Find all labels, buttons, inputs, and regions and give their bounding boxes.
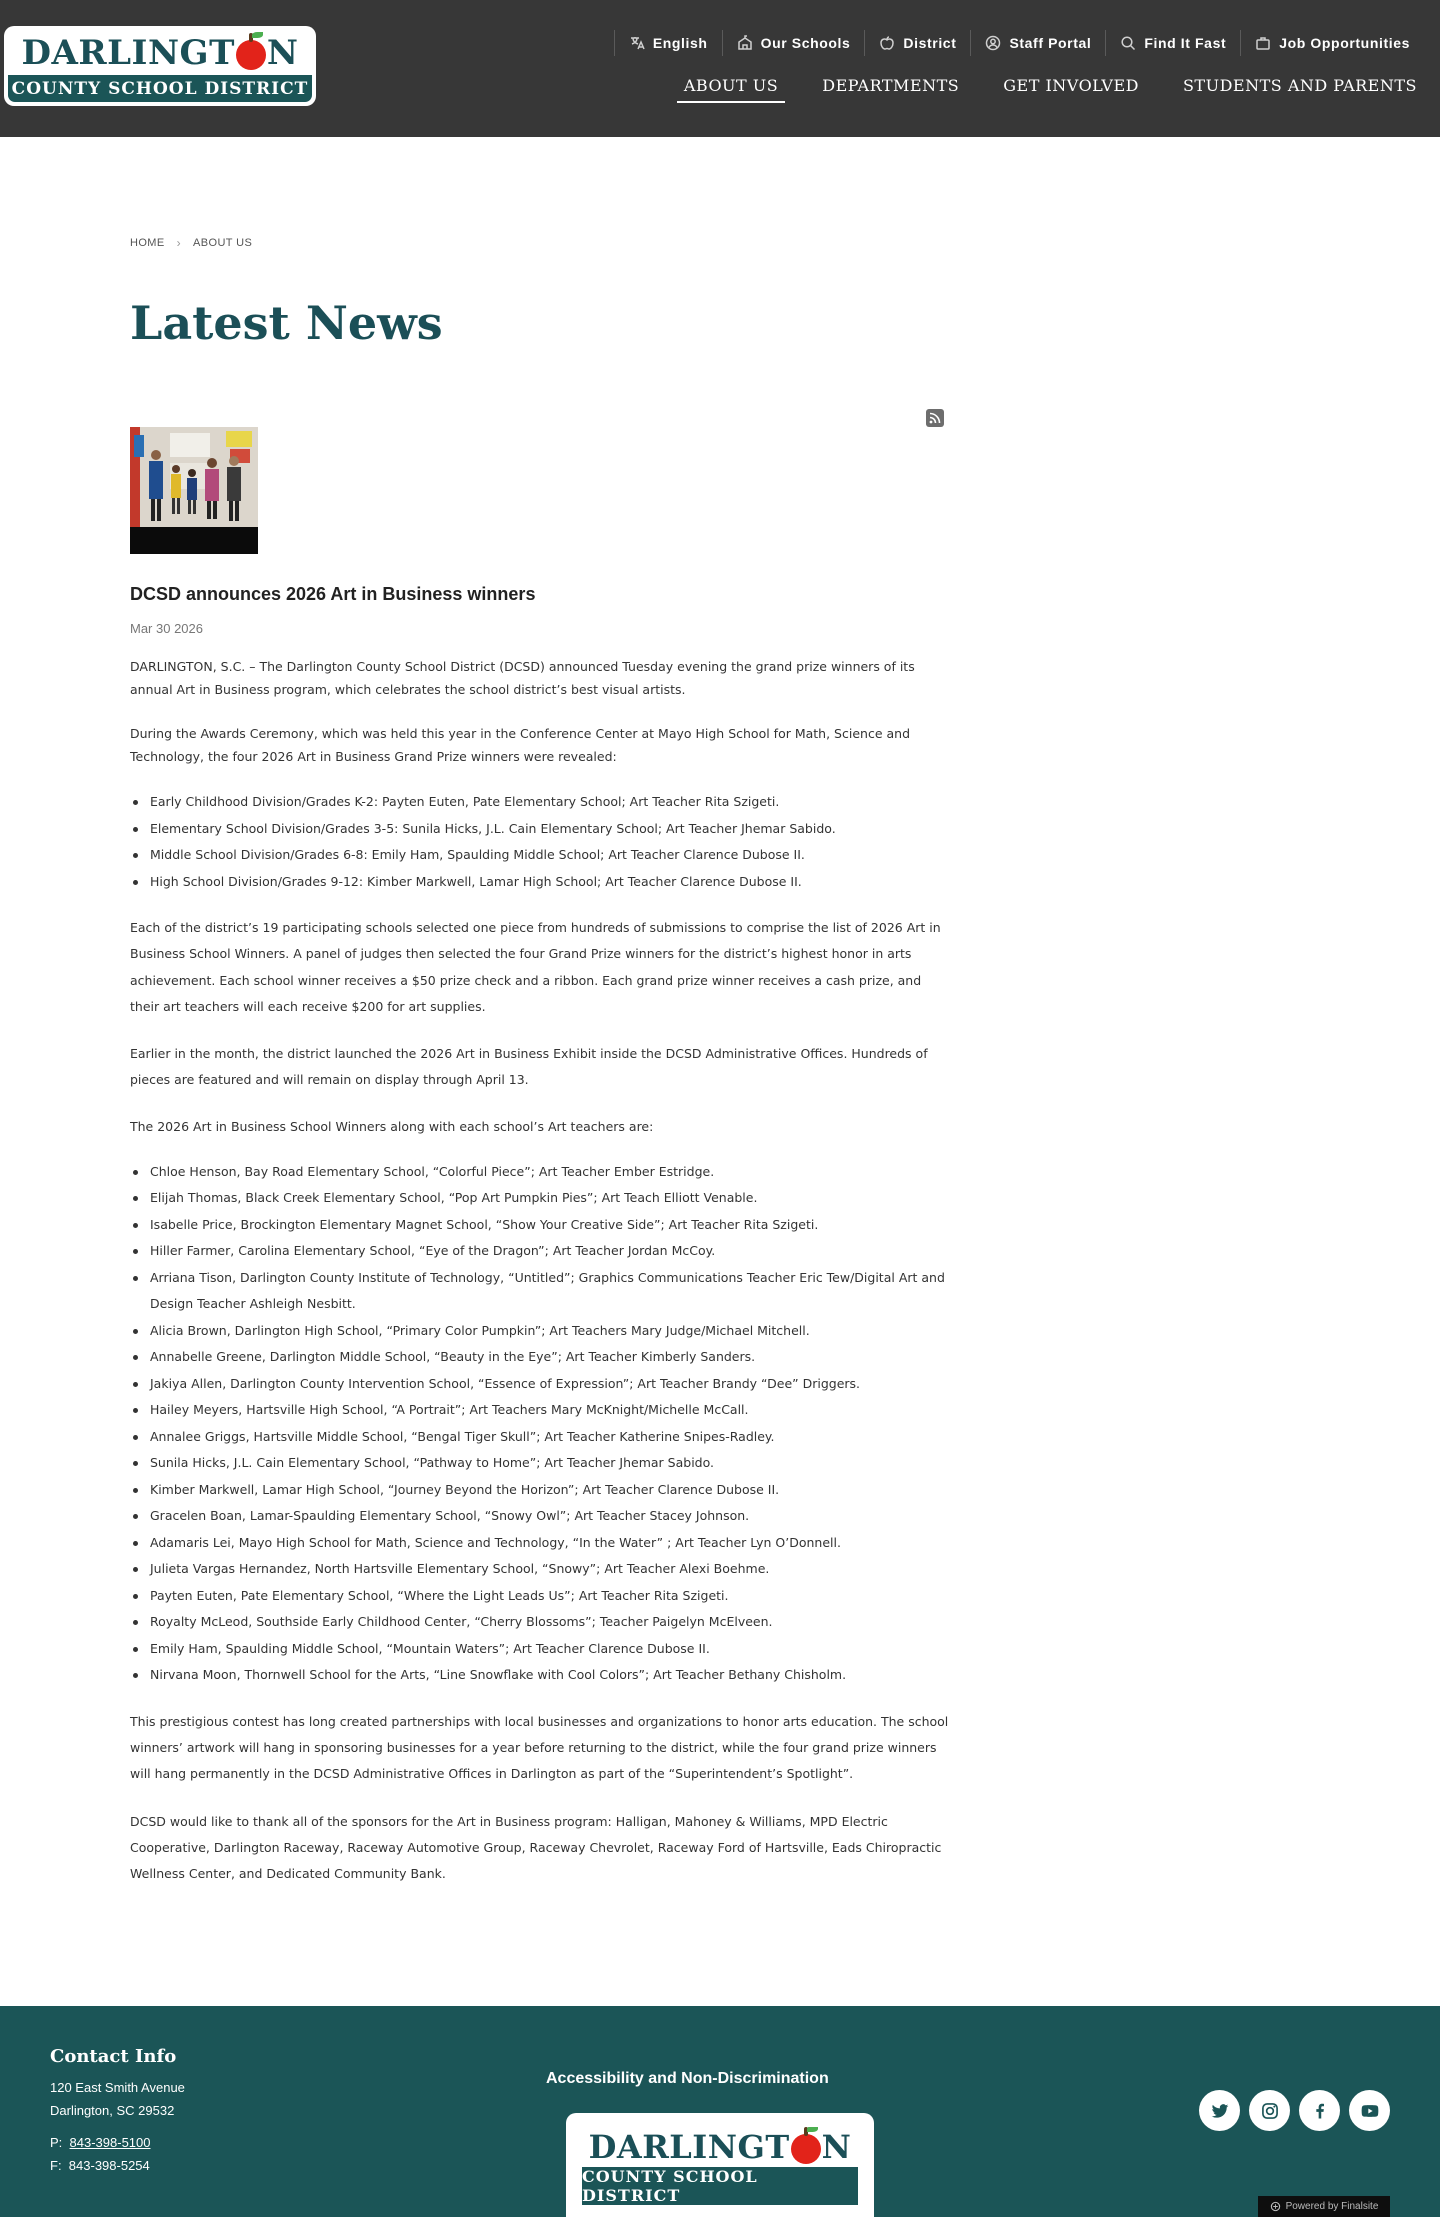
article-photo — [130, 427, 258, 554]
article-paragraph: This prestigious contest has long created partnerships with local businesses and organizations to honor arts education. The school winners’ artwork will hang in sponsoring businesses for a year before returning to the district, while the four grand prize winners will hang permanently in the DCSD Administrative Offices in Darlington as part of the “Superintendent’s Spotlight”. — [130, 1713, 949, 1782]
article-paragraph: The 2026 Art in Business School Winners along with each school’s Art teachers are: — [130, 1118, 654, 1134]
list-item: High School Division/Grades 9-12: Kimber Markwell, Lamar High School; Art Teacher Clarence Dubose II. — [130, 869, 950, 896]
list-item: Chloe Henson, Bay Road Elementary School, “Colorful Piece”; Art Teacher Ember Estridge. — [130, 1159, 950, 1186]
list-item: Arriana Tison, Darlington County Institute of Technology, “Untitled”; Graphics Communications Teacher Eric Tew/Digital Art and Design Teacher Ashleigh Nesbitt. — [130, 1265, 950, 1318]
contact-info-title: Contact Info — [50, 2046, 177, 2067]
apple-icon — [236, 40, 266, 70]
chevron-right-icon: › — [176, 236, 182, 250]
list-item: Annabelle Greene, Darlington Middle School, “Beauty in the Eye”; Art Teacher Kimberly Sanders. — [130, 1344, 950, 1371]
social-links — [1199, 2090, 1390, 2131]
user-circle-icon — [985, 35, 1001, 51]
phone-link[interactable]: 843-398-5100 — [69, 2135, 151, 2150]
district-link[interactable]: District — [864, 30, 970, 56]
list-item: Elementary School Division/Grades 3-5: Sunila Hicks, J.L. Cain Elementary School; Art Teacher Jhemar Sabido. — [130, 816, 950, 843]
list-item: Emily Ham, Spaulding Middle School, “Mountain Waters”; Art Teacher Clarence Dubose II. — [130, 1636, 950, 1663]
article-paragraph: DCSD would like to thank all of the sponsors for the Art in Business program: Halligan, Mahoney & Williams, MPD Electric Cooperative, Darlington Raceway, Raceway Automotive Group, Raceway Chevrolet, Raceway Ford of Hartsville, Eads Chiropractic Wellness Center, and Dedicated Community Bank. — [130, 1813, 942, 1882]
list-item: Kimber Markwell, Lamar High School, “Journey Beyond the Horizon”; Art Teacher Clarence Dubose II. — [130, 1477, 950, 1504]
language-label: English — [652, 35, 708, 51]
article-paragraph: During the Awards Ceremony, which was held this year in the Conference Center at Mayo High School for Math, Science and Technology, the four 2026 Art in Business Grand Prize winners were revealed: — [130, 726, 910, 764]
list-item: Payten Euten, Pate Elementary School, “Where the Light Leads Us”; Art Teacher Rita Szigeti. — [130, 1583, 950, 1610]
article-body — [130, 655, 950, 1909]
list-item: Middle School Division/Grades 6-8: Emily Ham, Spaulding Middle School; Art Teacher Clarence Dubose II. — [130, 842, 950, 869]
powered-by-finalsite[interactable]: Powered by Finalsite — [1258, 2196, 1390, 2217]
breadcrumb — [130, 236, 252, 250]
list-item: Nirvana Moon, Thornwell School for the Arts, “Line Snowflake with Cool Colors”; Art Teacher Bethany Chisholm. — [130, 1662, 950, 1689]
page-title: Latest News — [130, 296, 443, 350]
finalsite-icon — [1270, 2201, 1281, 2212]
address-line-1: 120 East Smith Avenue — [50, 2080, 185, 2095]
language-selector[interactable] — [614, 30, 722, 56]
logo-text-end: N — [266, 32, 299, 73]
accessibility-link[interactable]: Accessibility and Non-Discrimination — [546, 2070, 829, 2087]
list-item: Hiller Farmer, Carolina Elementary School, “Eye of the Dragon”; Art Teacher Jordan McCoy. — [130, 1238, 950, 1265]
facebook-icon — [1310, 2101, 1330, 2121]
apple-icon — [879, 35, 895, 51]
youtube-link[interactable] — [1349, 2090, 1390, 2131]
article-paragraph: Earlier in the month, the district launched the 2026 Art in Business Exhibit inside the DCSD Administrative Offices. Hundreds of pieces are featured and will remain on display through April 13. — [130, 1046, 928, 1088]
list-item: Annalee Griggs, Hartsville Middle School, “Bengal Tiger Skull”; Art Teacher Katherine Snipes-Radley. — [130, 1424, 950, 1451]
our-schools-link[interactable]: Our Schools — [722, 30, 865, 56]
school-building-icon — [737, 35, 753, 51]
main-nav — [677, 74, 1424, 103]
nav-students-and-parents[interactable]: STUDENTS AND PARENTS — [1182, 76, 1417, 95]
breadcrumb-current[interactable]: ABOUT US — [193, 237, 253, 249]
article-title[interactable]: DCSD announces 2026 Art in Business winners — [130, 584, 536, 604]
twitter-link[interactable] — [1199, 2090, 1240, 2131]
logo-text: DARLINGT — [21, 32, 235, 73]
briefcase-icon — [1255, 35, 1271, 51]
article-paragraph: DARLINGTON, S.C. – The Darlington County School District (DCSD) announced Tuesday evening the grand prize winners of its annual Art in Business program, which celebrates the school district’s best visual artists. — [130, 659, 915, 697]
logo-subtitle: COUNTY SCHOOL DISTRICT — [8, 75, 312, 102]
district-logo[interactable] — [4, 26, 316, 106]
instagram-link[interactable] — [1249, 2090, 1290, 2131]
site-footer — [0, 2006, 1440, 2217]
footer-logo[interactable]: DARLINGT N COUNTY SCHOOL DISTRICT — [566, 2113, 874, 2217]
utility-nav — [614, 30, 1424, 56]
facebook-link[interactable] — [1299, 2090, 1340, 2131]
list-item: Gracelen Boan, Lamar-Spaulding Elementary School, “Snowy Owl”; Art Teacher Stacey Johnson. — [130, 1503, 950, 1530]
twitter-icon — [1210, 2101, 1230, 2121]
search-icon — [1120, 35, 1136, 51]
list-item: Elijah Thomas, Black Creek Elementary School, “Pop Art Pumpkin Pies”; Art Teach Elliott Venable. — [130, 1185, 950, 1212]
list-item: Adamaris Lei, Mayo High School for Math, Science and Technology, “In the Water” ; Art Teacher Lyn O’Donnell. — [130, 1530, 950, 1557]
nav-departments[interactable]: DEPARTMENTS — [822, 76, 960, 95]
fax-line: F: 843-398-5254 — [50, 2158, 150, 2173]
breadcrumb-home[interactable]: HOME — [130, 237, 165, 249]
list-item: Royalty McLeod, Southside Early Childhood Center, “Cherry Blossoms”; Teacher Paigelyn McElveen. — [130, 1609, 950, 1636]
list-item: Sunila Hicks, J.L. Cain Elementary School, “Pathway to Home”; Art Teacher Jhemar Sabido. — [130, 1450, 950, 1477]
list-item: Alicia Brown, Darlington High School, “Primary Color Pumpkin”; Art Teachers Mary Judge/Michael Mitchell. — [130, 1318, 950, 1345]
staff-portal-link[interactable]: Staff Portal — [970, 30, 1105, 56]
phone-line: P: 843-398-5100 — [50, 2135, 151, 2150]
job-opportunities-link[interactable]: Job Opportunities — [1240, 30, 1424, 56]
instagram-icon — [1260, 2101, 1280, 2121]
list-item: Early Childhood Division/Grades K-2: Payten Euten, Pate Elementary School; Art Teacher Rita Szigeti. — [130, 789, 950, 816]
nav-about-us[interactable]: ABOUT US — [677, 74, 785, 103]
address-line-2: Darlington, SC 29532 — [50, 2103, 175, 2118]
article-thumbnail[interactable] — [130, 427, 258, 554]
article-paragraph: Each of the district’s 19 participating schools selected one piece from hundreds of submissions to comprise the list of 2026 Art in Business School Winners. A panel of judges then selected the four Grand Prize winners for the district’s highest honor in arts achievement. Each school winner receives a $50 prize check and a ribbon. Each grand prize winner receives a cash prize, and their art teachers will each receive $200 for art supplies. — [130, 920, 941, 1014]
youtube-icon — [1360, 2101, 1380, 2121]
nav-get-involved[interactable]: GET INVOLVED — [1003, 76, 1139, 95]
list-item: Isabelle Price, Brockington Elementary Magnet School, “Show Your Creative Side”; Art Teacher Rita Szigeti. — [130, 1212, 950, 1239]
find-it-fast-link[interactable]: Find It Fast — [1105, 30, 1240, 56]
list-item: Jakiya Allen, Darlington County Intervention School, “Essence of Expression”; Art Teacher Brandy “Dee” Driggers. — [130, 1371, 950, 1398]
school-winners-list — [130, 1159, 950, 1689]
rss-feed-button[interactable] — [926, 409, 944, 427]
site-header — [0, 0, 1440, 137]
grand-prize-list — [130, 789, 950, 895]
rss-icon — [929, 412, 941, 424]
translate-icon — [629, 35, 645, 51]
apple-icon — [791, 2134, 821, 2164]
article-date: Mar 30 2026 — [130, 621, 203, 636]
list-item: Hailey Meyers, Hartsville High School, “A Portrait”; Art Teachers Mary McKnight/Michelle McCall. — [130, 1397, 950, 1424]
list-item: Julieta Vargas Hernandez, North Hartsville Elementary School, “Snowy”; Art Teacher Alexi Boehme. — [130, 1556, 950, 1583]
